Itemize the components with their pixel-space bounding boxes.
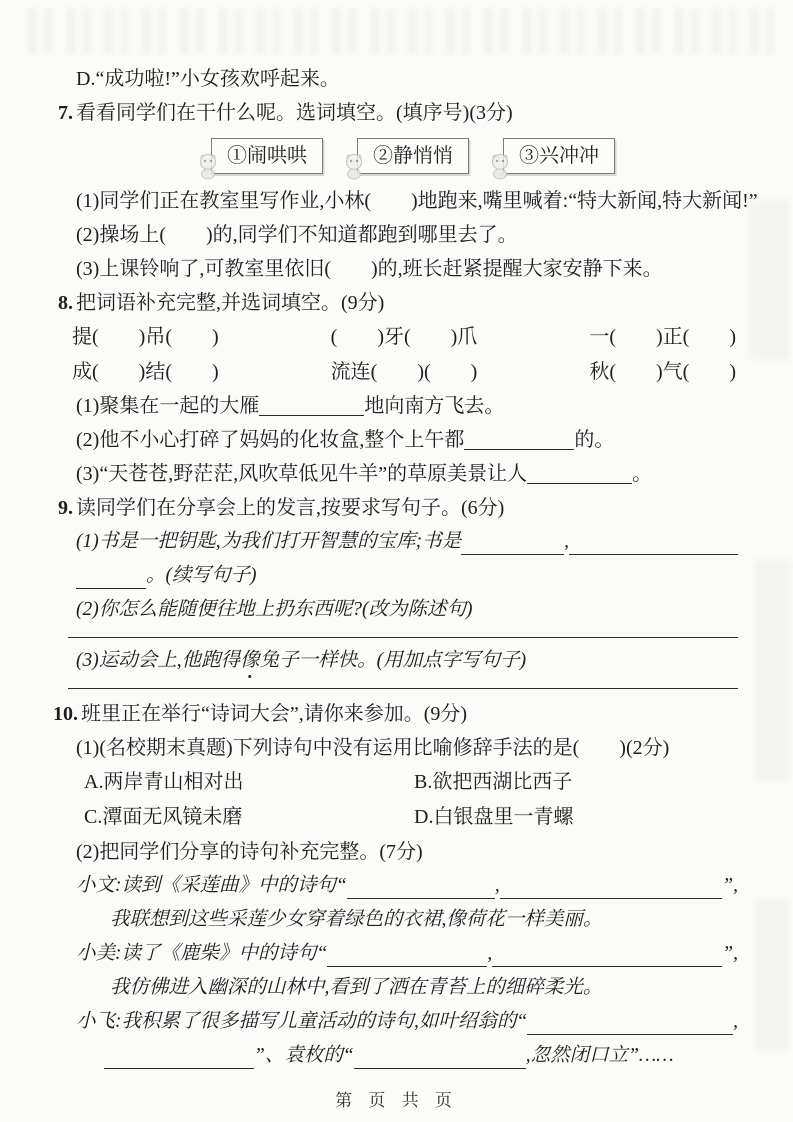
question-10-title: [53, 697, 738, 731]
word-option-box-2: [357, 138, 469, 174]
prev-question-option-d: D.“成功啦!”小女孩欢呼起来。: [76, 68, 340, 90]
speaker-label: 小飞:: [76, 1011, 122, 1032]
dialogue-xiaowen-line-2: 我联想到这些采莲少女穿着绿色的衣裙,像荷花一样美丽。: [110, 909, 603, 930]
answer-blank: [464, 446, 574, 450]
dialogue-xiaofei-line-2: [58, 1039, 738, 1073]
option-a: A.两岸青山相对出: [84, 771, 244, 793]
q8-completion-row-2: [58, 355, 738, 389]
answer-blank: [527, 1031, 733, 1035]
dialogue-comma: ,: [487, 943, 493, 964]
q7-item-3: (3)上课铃响了,可教室里依旧( )的,班长赶紧提醒大家安静下来。: [76, 258, 663, 280]
question-10-number: 10.: [53, 703, 78, 725]
answer-blank: [527, 480, 632, 484]
word-options-row: [88, 138, 738, 174]
dialogue-xiaowen-line-1: [58, 869, 738, 903]
question-8-title-text: 把词语补充完整,并选词填空。(9分): [76, 292, 385, 314]
answer-line: [68, 637, 738, 638]
panda-mascot-icon: [487, 150, 513, 180]
answer-line: [68, 688, 738, 689]
idiom-blank-group: 秋( )气( ): [589, 361, 736, 383]
q10-sub-2: (2)把同学们分享的诗句补充完整。(7分): [76, 841, 423, 863]
q9-item-1-text: (1)书是一把钥匙,为我们打开智慧的宝库;书是: [76, 531, 462, 552]
word-option-label: ③兴冲冲: [519, 145, 599, 167]
panda-mascot-icon: [195, 150, 221, 180]
q8-item-1-text: (1)聚集在一起的大雁: [76, 395, 260, 417]
q8-item-2-text: (2)他不小心打碎了妈妈的化妆盒,整个上午都: [76, 429, 465, 451]
idiom-blank-group: 成( )结( ): [72, 361, 219, 383]
page-footer: 第 页 共 页: [335, 1091, 458, 1110]
q9-item-1-line-1: [58, 525, 738, 559]
question-8-number: 8.: [58, 292, 73, 314]
idiom-blank-group: 流连( )( ): [330, 361, 478, 383]
dialogue-text: 读了《鹿柴》中的诗句“: [121, 943, 328, 964]
q9-item-3: [58, 644, 738, 678]
idiom-blank-group: 提( )吊( ): [72, 326, 219, 348]
speaker-label: 小美:: [76, 943, 122, 964]
answer-blank: [492, 963, 722, 967]
q8-completion-row-1: [58, 320, 738, 354]
dialogue-comma: ,: [733, 1011, 738, 1032]
dialogue-text: ”、袁枚的“: [254, 1045, 354, 1066]
emphasis-dotted-char: 像: [240, 650, 260, 671]
idiom-blank-group: ( )牙( )爪: [330, 326, 478, 348]
word-option-box-1: [211, 138, 323, 174]
q8-item-1: [58, 389, 738, 423]
q8-item-3-text: (3)“天苍苍,野茫茫,风吹草低见牛羊”的草原美景让人: [76, 463, 528, 485]
word-option-box-3: [503, 138, 615, 174]
question-9-number: 9.: [58, 497, 73, 519]
answer-blank: [259, 412, 364, 416]
q7-item-2: (2)操场上( )的,同学们不知道都跑到哪里去了。: [76, 224, 518, 246]
dialogue-end: ”,: [722, 875, 738, 896]
option-d: D.白银盘里一青螺: [414, 806, 574, 828]
q8-item-2-tail: 的。: [574, 429, 615, 451]
q7-item-1: (1)同学们正在教室里写作业,小林( )地跑来,嘴里喊着:“特大新闻,特大新闻!”: [76, 190, 758, 212]
dialogue-xiaomei-line-2: 我仿佛进入幽深的山林中,看到了洒在青苔上的细碎柔光。: [110, 977, 603, 998]
q9-item-3-text: (3)运动会上,他跑得: [76, 650, 241, 671]
question-10-title-text: 班里正在举行“诗词大会”,请你来参加。(9分): [81, 703, 468, 725]
answer-blank: [354, 1065, 526, 1069]
q9-item-1-instruction: 。(续写句子): [146, 565, 257, 586]
speaker-label: 小文:: [76, 875, 122, 896]
dialogue-end: ,忽然闭口立”……: [525, 1045, 674, 1066]
question-9-title: [58, 491, 738, 525]
dialogue-comma: ,: [494, 875, 500, 896]
q8-item-3-tail: 。: [632, 463, 653, 485]
question-8-title: [58, 286, 738, 320]
dialogue-end: ”,: [722, 943, 738, 964]
word-option-label: ①闹哄哄: [227, 145, 307, 167]
answer-blank: [104, 1065, 254, 1069]
answer-blank: [569, 551, 738, 555]
dialogue-text: 读到《采莲曲》中的诗句“: [121, 875, 347, 896]
q9-item-3-tail: 兔子一样快。(用加点字写句子): [259, 650, 527, 671]
dialogue-text: 我积累了很多描写儿童活动的诗句,如叶绍翁的“: [121, 1011, 528, 1032]
answer-blank: [76, 585, 146, 589]
question-7-number: 7.: [58, 102, 73, 124]
answer-blank: [347, 895, 495, 899]
dialogue-xiaomei-line-1: [58, 937, 738, 971]
question-7-title-text: 看看同学们在干什么呢。选词填空。(填序号)(3分): [76, 102, 513, 124]
option-b: B.欲把西湖比西子: [414, 771, 573, 793]
q8-item-2: [58, 423, 738, 457]
q9-item-2: (2)你怎么能随便往地上扔东西呢?(改为陈述句): [76, 599, 473, 620]
dialogue-xiaofei-line-1: [58, 1005, 738, 1039]
q10-options: [58, 765, 738, 835]
answer-blank: [461, 551, 564, 555]
q8-item-1-tail: 地向南方飞去。: [364, 395, 505, 417]
idiom-blank-group: 一( )正( ): [589, 326, 736, 348]
question-7-title: [58, 96, 738, 130]
q9-item-1-line-2: [58, 559, 738, 593]
word-option-label: ②静悄悄: [373, 145, 453, 167]
q8-item-3: [58, 457, 738, 491]
answer-blank: [327, 963, 487, 967]
option-c: C.潭面无风镜未磨: [84, 806, 243, 828]
question-9-title-text: 读同学们在分享会上的发言,按要求写句子。(6分): [76, 497, 505, 519]
q10-sub-1: (1)(名校期末真题)下列诗句中没有运用比喻修辞手法的是( )(2分): [76, 737, 670, 759]
q9-item-1-comma: ,: [564, 531, 569, 552]
answer-blank: [500, 895, 723, 899]
panda-mascot-icon: [341, 150, 367, 180]
